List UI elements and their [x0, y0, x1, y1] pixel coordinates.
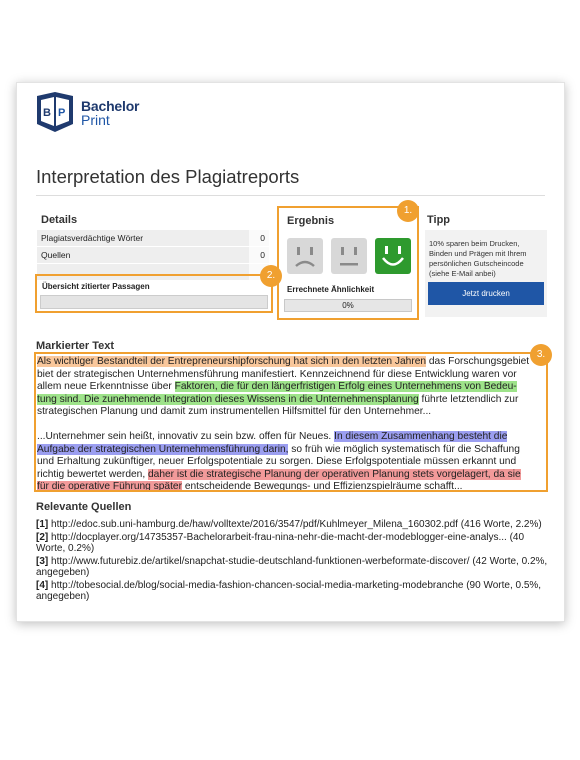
source-link[interactable]: http://tobesocial.de/blog/social-media-fashion-chancen-social-media-marketing-modebranche (90 Worte, 0.5%, angegeben) — [36, 579, 542, 602]
similarity-value: 0% — [342, 301, 354, 310]
details-row-value: 0 — [249, 230, 269, 246]
tip-heading: Tipp — [427, 214, 451, 226]
text-segment: allem neue Erkenntnisse über — [37, 381, 175, 392]
source-item — [36, 556, 556, 579]
cited-passages-bar — [40, 295, 268, 309]
highlight-blue: Aufgabe der strategischen Unternehmensführung darin, — [37, 443, 289, 455]
marked-text-line — [36, 406, 548, 419]
text-segment: das Forschungsgebiet — [426, 356, 530, 367]
cited-passages-overview — [35, 274, 273, 313]
text-segment: führte letztendlich zur — [418, 393, 519, 405]
brand-name-line1: Bachelor — [81, 98, 140, 114]
marked-text-line — [36, 469, 548, 482]
svg-text:P: P — [58, 107, 66, 119]
marked-text-body — [36, 356, 548, 492]
source-item — [36, 532, 556, 555]
marked-text-heading: Markierter Text — [36, 340, 115, 352]
source-number: [1] — [36, 519, 49, 530]
marked-text-line — [36, 456, 548, 469]
sad-face-icon — [287, 238, 323, 274]
badge-1: 1. — [397, 200, 419, 222]
brand-name-line2: Print — [81, 112, 110, 128]
source-link[interactable]: http://www.futurebiz.de/artikel/snapchat-studie-deutschland-funktionen-werbeformate-discover/ (42 Worte, 0.2%, angegeben) — [36, 555, 548, 578]
source-number: [3] — [36, 555, 49, 567]
marked-text-line — [36, 431, 548, 444]
bachelor-print-logo-icon — [35, 92, 75, 134]
marked-text-line — [36, 381, 548, 394]
marked-text-line — [36, 369, 548, 382]
text-segment: ...Unternehmer sein heißt, innovativ zu sein bzw. offen für Neues. — [37, 431, 335, 442]
text-segment: entscheidende Bewegungs- und Effizienzspielräume schafft... — [181, 481, 463, 492]
details-heading: Details — [41, 214, 78, 226]
highlight-blue: In diesem Zusammenhang besteht die — [334, 431, 508, 442]
highlight-orange: Als wichtiger Bestandteil der Entrepreneurshipforschung hat sich in den letzten Jahren — [37, 356, 427, 367]
sources-heading: Relevante Quellen — [36, 501, 132, 513]
details-row-label: Plagiatsverdächtige Wörter — [37, 230, 249, 246]
highlight-red: daher ist die strategische Planung der operativen Planung stets vorgelagert, da sie — [147, 468, 521, 480]
text-segment: richtig bewertet werden, — [37, 468, 148, 480]
details-row-label: Quellen — [37, 247, 249, 263]
marked-text-line — [36, 444, 548, 457]
details-row-value: 0 — [249, 247, 269, 263]
similarity-bar — [284, 299, 412, 312]
brand-logo[interactable] — [35, 92, 139, 134]
source-number: [2] — [36, 531, 49, 543]
marked-text-line — [36, 481, 548, 492]
result-heading: Ergebnis — [287, 215, 335, 227]
title-divider — [36, 195, 545, 196]
tip-panel — [425, 230, 547, 317]
page-title: Interpretation des Plagiatreports — [36, 166, 300, 187]
highlight-red: für die operative Führung später — [37, 481, 182, 492]
svg-text:B: B — [43, 107, 51, 119]
happy-face-icon — [375, 238, 411, 274]
text-segment: und Erhaltung zukünftiger, neuer Erfolgspotentiale zu sorgen. Diese Erfolgspotentiale müssen erkannt und — [37, 456, 517, 467]
badge-2: 2. — [260, 265, 282, 287]
report-card — [16, 82, 565, 622]
text-segment: biet der strategischen Unternehmensführung manifestiert. Kennzeichnend für diese Entwicklung waren vor — [37, 368, 517, 380]
tip-text: 10% sparen beim Drucken, Binden und Prägen mit Ihrem persönlichen Gutscheincode (siehe E-Mail anbei) — [429, 239, 527, 278]
details-row — [37, 247, 269, 263]
badge-3: 3. — [530, 344, 552, 366]
neutral-face-icon — [331, 238, 367, 274]
marked-text-line — [36, 356, 548, 369]
marked-text-line — [36, 394, 548, 407]
details-row — [37, 230, 269, 246]
highlight-green: Faktoren, die für den längerfristigen Erfolg eines Unternehmens von Bedeu- — [174, 381, 517, 392]
source-item — [36, 519, 556, 531]
sources-list — [36, 519, 556, 604]
cited-passages-label: Übersicht zitierter Passagen — [42, 282, 150, 291]
result-panel — [277, 206, 419, 320]
source-number: [4] — [36, 579, 49, 591]
text-segment: so früh wie möglich systematisch für die Schaffung — [288, 443, 520, 455]
similarity-label: Errechnete Ähnlichkeit — [287, 285, 375, 294]
source-link[interactable]: http://edoc.sub.uni-hamburg.de/haw/volltexte/2016/3547/pdf/Kuhlmeyer_Milena_160302.pdf (416 Worte, 2.2%) — [51, 519, 542, 530]
source-item — [36, 580, 556, 603]
print-now-button[interactable]: Jetzt drucken — [428, 282, 544, 305]
marked-text-box — [34, 352, 548, 492]
text-segment: strategischen Planung und damit zum instrumentellen Hilfsmittel für den Unternehmer... — [37, 406, 432, 417]
highlight-green: tung sind. Die zunehmende Integration dieses Wissens in die Unternehmensplanung — [37, 393, 419, 405]
marked-text-line — [36, 419, 548, 432]
source-link[interactable]: http://docplayer.org/14735357-Bachelorarbeit-frau-nina-nehr-die-macht-der-modeblogger-eine-analys... (40 Worte, 0.2%) — [36, 531, 525, 554]
